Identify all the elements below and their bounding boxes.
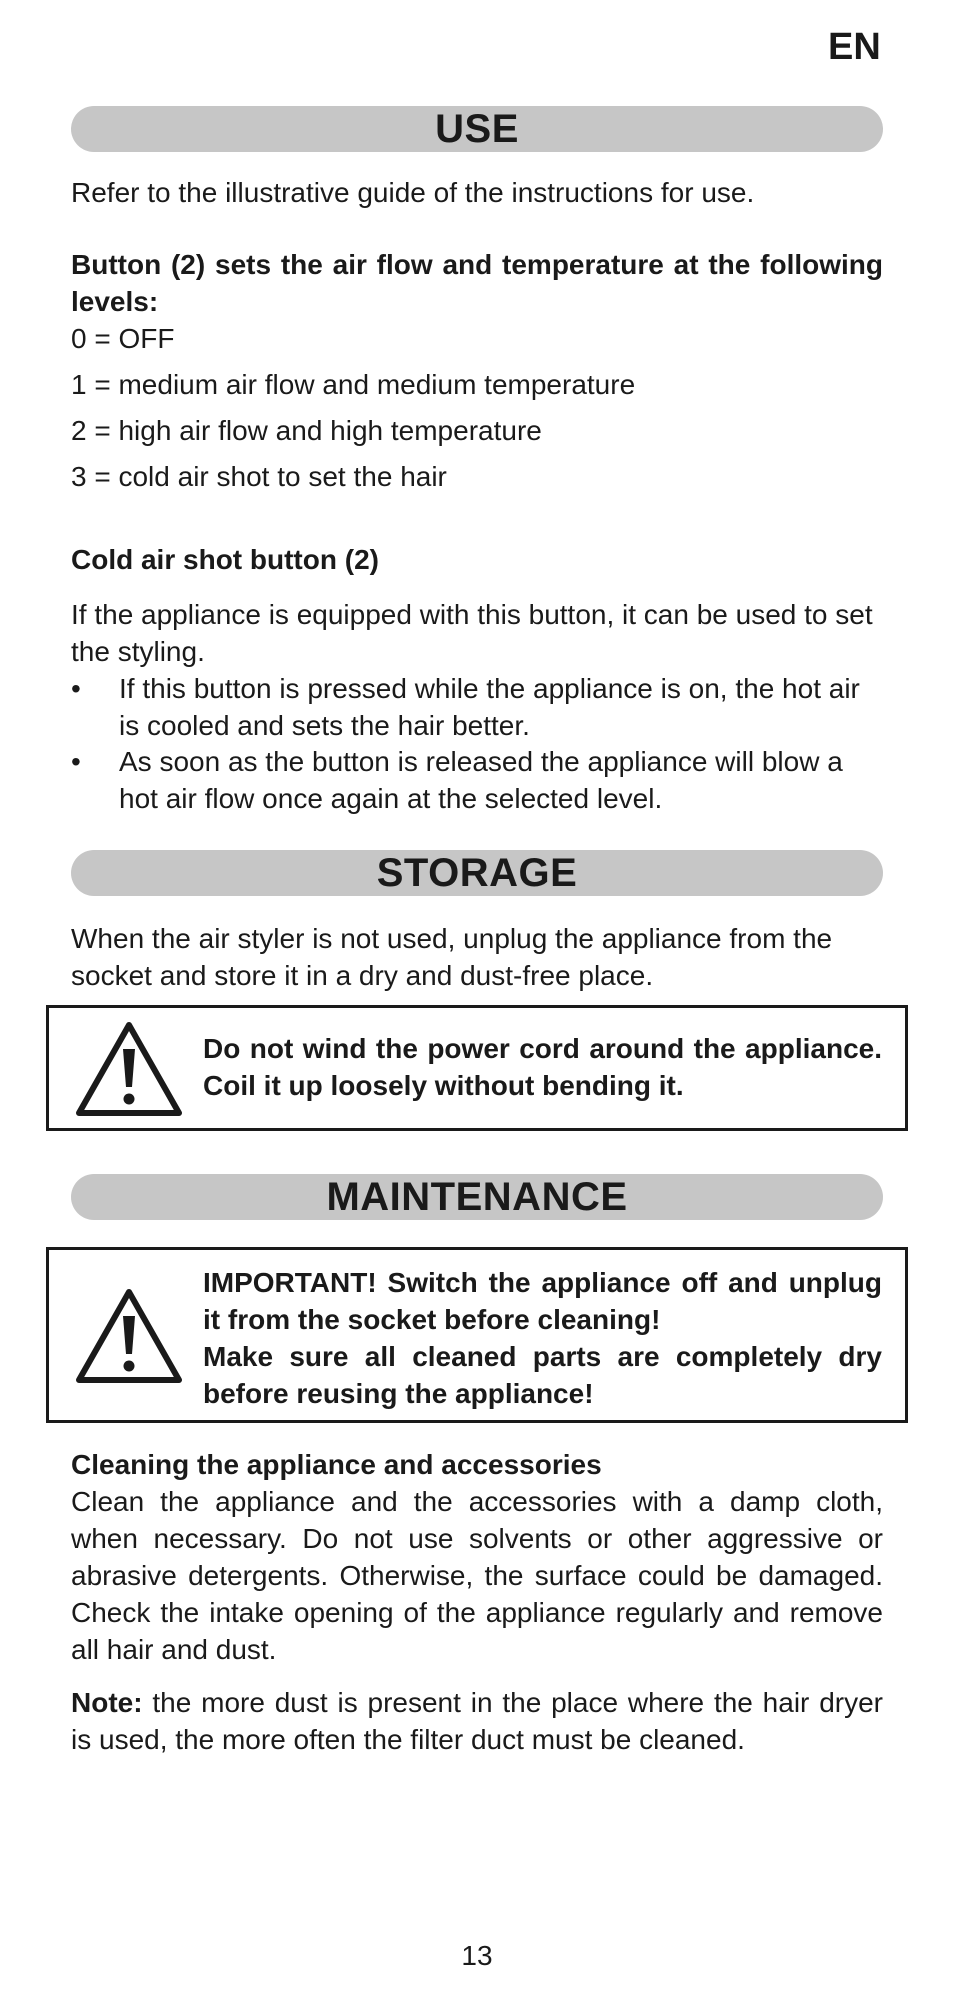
button-levels-heading: Button (2) sets the air flow and temperature at the following levels: (71, 249, 883, 317)
level-3: 3 = cold air shot to set the hair (71, 461, 447, 492)
level-2: 2 = high air flow and high temperature (71, 415, 542, 446)
page-number: 13 (461, 1940, 493, 1971)
cleaning-heading: Cleaning the appliance and accessories (71, 1449, 602, 1480)
maintenance-warning-box (46, 1247, 908, 1423)
maintenance-warning-important: IMPORTANT! Switch the appliance off and unplug it from the socket before cleaning! (203, 1267, 882, 1335)
bullet-symbol: • (71, 746, 81, 777)
language-label: EN (828, 26, 881, 68)
storage-warning-text: Do not wind the power cord around the appliance. Coil it up loosely without bending it. (203, 1033, 882, 1101)
bullet-text: As soon as the button is released the appliance will blow a hot air flow once again at the selected level. (119, 746, 843, 814)
use-section-heading: USE (71, 106, 883, 152)
note-text: the more dust is present in the place where the hair dryer is used, the more often the filter duct must be cleaned. (71, 1687, 883, 1755)
use-intro: Refer to the illustrative guide of the instructions for use. (71, 177, 755, 208)
bullet-item (71, 743, 883, 817)
warning-triangle-icon (73, 1286, 185, 1386)
warning-triangle-icon (73, 1019, 185, 1119)
bullet-item (71, 670, 883, 744)
note-paragraph (71, 1684, 883, 1758)
cold-shot-heading: Cold air shot button (2) (71, 544, 379, 575)
level-1: 1 = medium air flow and medium temperature (71, 369, 636, 400)
storage-section-heading: STORAGE (71, 850, 883, 896)
storage-warning-box (46, 1005, 908, 1131)
cold-shot-text: If the appliance is equipped with this button, it can be used to set the styling. (71, 599, 873, 667)
note-label: Note: (71, 1687, 143, 1718)
storage-text: When the air styler is not used, unplug the appliance from the socket and store it in a dry and dust-free place. (71, 923, 833, 991)
maintenance-section-heading: MAINTENANCE (71, 1174, 883, 1220)
maintenance-warning-dry: Make sure all cleaned parts are completely dry before reusing the appliance! (203, 1341, 882, 1409)
level-0: 0 = OFF (71, 323, 175, 354)
cleaning-text: Clean the appliance and the accessories with a damp cloth, when necessary. Do not use solvents or other aggressive or abrasive detergents. Otherwise, the surface could be damaged. Check the intake opening of the appliance regularly and remove all hair and dust. (71, 1486, 883, 1665)
bullet-symbol: • (71, 673, 81, 704)
bullet-text: If this button is pressed while the appliance is on, the hot air is cooled and sets the hair better. (119, 673, 860, 741)
